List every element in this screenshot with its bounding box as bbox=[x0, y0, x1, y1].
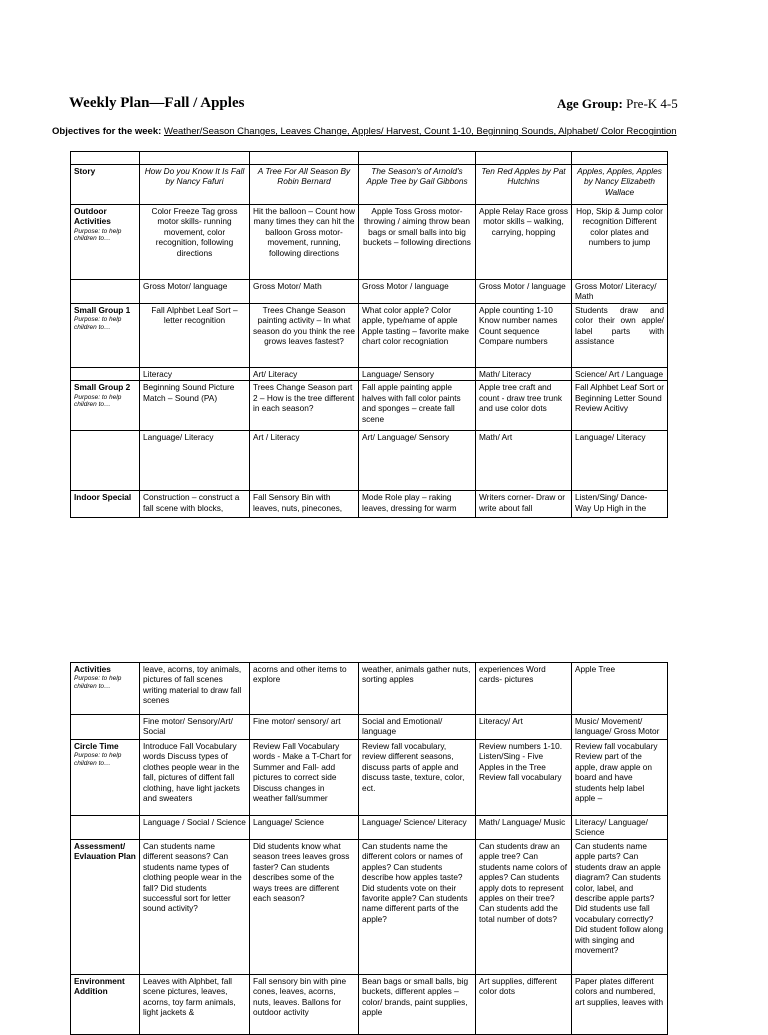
row-label-environment: Environment Addition bbox=[71, 975, 140, 1035]
age-group-value: Pre-K 4-5 bbox=[626, 96, 678, 111]
outdoor-thu: Apple Relay Race gross motor skills – walking, carrying, hopping bbox=[476, 205, 572, 280]
circle-tag-thu: Math/ Language/ Music bbox=[476, 816, 572, 840]
outdoor-tag-tue: Gross Motor/ Math bbox=[250, 280, 359, 304]
circle-tag-wed: Language/ Science/ Literacy bbox=[359, 816, 476, 840]
outdoor-mon: Color Freeze Tag gross motor skills- running movement, color recognition, following directions bbox=[140, 205, 250, 280]
assessment-thu: Can students draw an apple tree? Can students name colors of apples? Can students apply dots to represent apples on their tree? Can students add the total number of dots? bbox=[476, 840, 572, 975]
activities-tag-tue: Fine motor/ sensory/ art bbox=[250, 715, 359, 740]
row-label-assessment: Assessment/ Evlauation Plan bbox=[71, 840, 140, 975]
table-row-indoor bbox=[71, 491, 668, 518]
row-label-activities bbox=[71, 663, 140, 715]
row-label-small-group-1 bbox=[71, 304, 140, 368]
table-row-small-group-1 bbox=[71, 304, 668, 368]
small1-thu: Apple counting 1-10 Know number names Count sequence Compare numbers bbox=[476, 304, 572, 368]
indoor-fri: Listen/Sing/ Dance- Way Up High in the bbox=[572, 491, 668, 518]
outdoor-tag-fri: Gross Motor/ Literacy/ Math bbox=[572, 280, 668, 304]
environment-fri: Paper plates different colors and numbered, art supplies, leaves with bbox=[572, 975, 668, 1035]
small2-tag-tue: Art / Literacy bbox=[250, 431, 359, 491]
table-cell bbox=[250, 152, 359, 165]
circle-wed: Review fall vocabulary, review different seasons, discuss parts of apple and discuss taste, texture, color, ect. bbox=[359, 740, 476, 816]
small2-thu: Apple tree craft and count - draw tree trunk and use color dots bbox=[476, 381, 572, 431]
assessment-wed: Can students name the different colors or names of apples? Can students describe how apples taste? Did students vote on their favorite apple? Can students name different parts of the apple? bbox=[359, 840, 476, 975]
activities-tag-mon: Fine motor/ Sensory/Art/ Social bbox=[140, 715, 250, 740]
story-mon: How Do you Know It Is Fall by Nancy Fafuri bbox=[140, 165, 250, 205]
table-cell bbox=[71, 368, 140, 381]
outdoor-tag-thu: Gross Motor / language bbox=[476, 280, 572, 304]
objectives bbox=[52, 126, 677, 137]
table-cell bbox=[71, 715, 140, 740]
environment-wed: Bean bags or small balls, big buckets, different apples – color/ brands, paint supplies, apple bbox=[359, 975, 476, 1035]
table-row-activities bbox=[71, 663, 668, 715]
outdoor-tag-wed: Gross Motor / language bbox=[359, 280, 476, 304]
table-cell bbox=[359, 152, 476, 165]
outdoor-tue: Hit the balloon – Count how many times they can hit the balloon Gross motor- movement, running, following directions bbox=[250, 205, 359, 280]
table-row-outdoor bbox=[71, 205, 668, 280]
purpose-note: Purpose: to help children to… bbox=[74, 227, 122, 243]
outdoor-wed: Apple Toss Gross motor- throwing / aiming throw bean bags or small balls into big buckets – following directions bbox=[359, 205, 476, 280]
objectives-value: Weather/Season Changes, Leaves Change, Apples/ Harvest, Count 1-10, Beginning Sounds, Alphabet/ Color Recogintion bbox=[163, 126, 677, 137]
table-cell bbox=[476, 152, 572, 165]
circle-tag-mon: Language / Social / Science bbox=[140, 816, 250, 840]
outdoor-tag-mon: Gross Motor/ language bbox=[140, 280, 250, 304]
small1-tag-wed: Language/ Sensory bbox=[359, 368, 476, 381]
story-fri: Apples, Apples, Apples by Nancy Elizabeth Wallace bbox=[572, 165, 668, 205]
age-group-label: Age Group: bbox=[557, 96, 623, 111]
row-label-text: Circle Time bbox=[74, 741, 119, 751]
table-row-small-group-2-tags bbox=[71, 431, 668, 491]
small1-mon: Fall Alphbet Leaf Sort – letter recognition bbox=[140, 304, 250, 368]
small1-tag-thu: Math/ Literacy bbox=[476, 368, 572, 381]
objectives-label: Objectives for the week: bbox=[52, 126, 162, 137]
purpose-note: Purpose: to help children to… bbox=[74, 675, 122, 690]
purpose-note: Purpose: to help children to… bbox=[74, 393, 122, 409]
table-cell bbox=[71, 280, 140, 304]
row-label-text: Activities bbox=[74, 664, 111, 674]
table-row-activities-tags bbox=[71, 715, 668, 740]
small2-mon: Beginning Sound Picture Match – Sound (PA) bbox=[140, 381, 250, 431]
table-row-blank bbox=[71, 152, 668, 165]
environment-thu: Art supplies, different color dots bbox=[476, 975, 572, 1035]
environment-mon: Leaves with Alphbet, fall scene pictures, leaves, acorns, toy farm animals, light jackets & bbox=[140, 975, 250, 1035]
table-cell bbox=[140, 152, 250, 165]
age-group bbox=[557, 96, 678, 112]
circle-tag-tue: Language/ Science bbox=[250, 816, 359, 840]
activities-tag-wed: Social and Emotional/ language bbox=[359, 715, 476, 740]
small1-fri: Students draw and color their own apple/ label parts with assistance bbox=[572, 304, 668, 368]
table-row-small-group-2 bbox=[71, 381, 668, 431]
table-cell bbox=[71, 152, 140, 165]
purpose-note: Purpose: to help children to… bbox=[74, 752, 122, 767]
activities-tue: acorns and other items to explore bbox=[250, 663, 359, 715]
small2-wed: Fall apple painting apple halves with fall color paints and sponges – create fall scene bbox=[359, 381, 476, 431]
table-row-assessment bbox=[71, 840, 668, 975]
table-row-outdoor-tags bbox=[71, 280, 668, 304]
story-thu: Ten Red Apples by Pat Hutchins bbox=[476, 165, 572, 205]
table-cell bbox=[71, 431, 140, 491]
small2-fri: Fall Alphbet Leaf Sort or Beginning Letter Sound Review Acitivy bbox=[572, 381, 668, 431]
row-label-indoor: Indoor Special bbox=[71, 491, 140, 518]
small1-wed: What color apple? Color apple, type/name of apple Apple tasting – favorite make chart color recogniation bbox=[359, 304, 476, 368]
circle-tag-fri: Literacy/ Language/ Science bbox=[572, 816, 668, 840]
circle-thu: Review numbers 1-10. Listen/Sing - Five Apples in the Tree Review fall vocabulary bbox=[476, 740, 572, 816]
row-label-small-group-2 bbox=[71, 381, 140, 431]
indoor-wed: Mode Role play – raking leaves, dressing for warm bbox=[359, 491, 476, 518]
table-row-circle-time bbox=[71, 740, 668, 816]
activities-tag-thu: Literacy/ Art bbox=[476, 715, 572, 740]
plan-table-top bbox=[70, 151, 668, 518]
table-cell bbox=[572, 152, 668, 165]
row-label-text: Small Group 2 bbox=[74, 382, 131, 393]
activities-thu: experiences Word cards- pictures bbox=[476, 663, 572, 715]
row-label-circle-time bbox=[71, 740, 140, 816]
table-row-story bbox=[71, 165, 668, 205]
small1-tag-tue: Art/ Literacy bbox=[250, 368, 359, 381]
environment-tue: Fall sensory bin with pine cones, leaves, acorns, nuts, leaves. Ballons for outdoor activity bbox=[250, 975, 359, 1035]
small2-tag-thu: Math/ Art bbox=[476, 431, 572, 491]
activities-mon: leave, acorns, toy animals, pictures of fall scenes writing material to draw fall scenes bbox=[140, 663, 250, 715]
small2-tag-mon: Language/ Literacy bbox=[140, 431, 250, 491]
row-label-text: Outdoor Activities bbox=[74, 206, 111, 227]
purpose-note: Purpose: to help children to… bbox=[74, 316, 122, 331]
outdoor-fri: Hop, Skip & Jump color recognition Different color plates and numbers to jump bbox=[572, 205, 668, 280]
activities-tag-fri: Music/ Movement/ language/ Gross Motor bbox=[572, 715, 668, 740]
small2-tag-fri: Language/ Literacy bbox=[572, 431, 668, 491]
assessment-mon: Can students name different seasons? Can students name types of clothing people wear in the fall? Did students successful sort for letter sound activity? bbox=[140, 840, 250, 975]
table-row-environment bbox=[71, 975, 668, 1035]
table-row-circle-time-tags bbox=[71, 816, 668, 840]
small2-tag-wed: Art/ Language/ Sensory bbox=[359, 431, 476, 491]
row-label-text: Small Group 1 bbox=[74, 305, 131, 315]
story-wed: The Season's of Arnold's Apple Tree by Gail Gibbons bbox=[359, 165, 476, 205]
indoor-mon: Construction – construct a fall scene with blocks, bbox=[140, 491, 250, 518]
table-cell bbox=[71, 816, 140, 840]
small2-tue: Trees Change Season part 2 – How is the tree different in each season? bbox=[250, 381, 359, 431]
table-row-small-group-1-tags bbox=[71, 368, 668, 381]
small1-tue: Trees Change Season painting activity – In what season do you think the ree grows leaves fastest? bbox=[250, 304, 359, 368]
circle-fri: Review fall vocabulary Review part of the apple, draw apple on board and have students help label apple – bbox=[572, 740, 668, 816]
indoor-thu: Writers corner- Draw or write about fall bbox=[476, 491, 572, 518]
small1-tag-mon: Literacy bbox=[140, 368, 250, 381]
plan-table-bottom bbox=[70, 662, 668, 1035]
circle-mon: Introduce Fall Vocabulary words Discuss types of clothes people wear in the fall, pictures of diffent fall clothing, have light jackets and sweaters bbox=[140, 740, 250, 816]
row-label-story: Story bbox=[71, 165, 140, 205]
activities-wed: weather, animals gather nuts, sorting apples bbox=[359, 663, 476, 715]
small1-tag-fri: Science/ Art / Language bbox=[572, 368, 668, 381]
activities-fri: Apple Tree bbox=[572, 663, 668, 715]
story-tue: A Tree For All Season By Robin Bernard bbox=[250, 165, 359, 205]
row-label-outdoor bbox=[71, 205, 140, 280]
assessment-tue: Did students know what season trees leaves gross faster? Can students describes some of the ways trees are different each season? bbox=[250, 840, 359, 975]
assessment-fri: Can students name apple parts? Can students draw an apple diagram? Can students color, label, and describe apple parts? Did students use fall vocabulary correctly? Did student follow along with singing and movement? bbox=[572, 840, 668, 975]
indoor-tue: Fall Sensory Bin with leaves, nuts, pinecones, bbox=[250, 491, 359, 518]
circle-tue: Review Fall Vocabulary words - Make a T-Chart for Summer and Fall- add pictures to correct side Discuss changes in weather fall/summer bbox=[250, 740, 359, 816]
page-title: Weekly Plan—Fall / Apples bbox=[69, 95, 245, 111]
